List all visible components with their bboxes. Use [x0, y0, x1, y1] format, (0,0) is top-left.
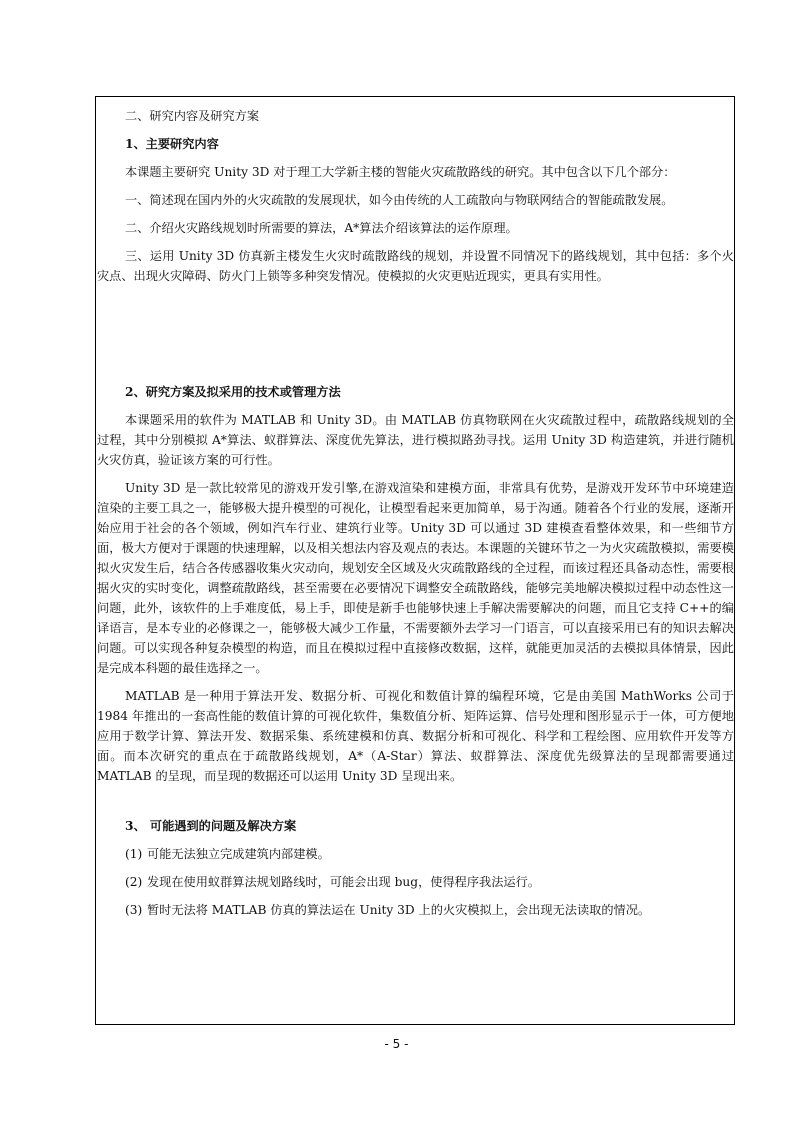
subsection-heading-3: 3、 可能遇到的问题及解决方案 — [125, 819, 297, 833]
paragraph: 本课题采用的软件为 MATLAB 和 Unity 3D。由 MATLAB 仿真物联网在火灾疏散过程中，疏散路线规划的全过程，其中分别模拟 A*算法、蚁群算法、深度优先算法，进行模拟路劲寻找。运用 Unity 3D 构造建筑，并进行随机火灾仿真，验证该方案的可行性。 — [97, 413, 734, 467]
list-text: 暂时无法将 MATLAB 仿真的算法运在 Unity 3D 上的火灾模拟上，会出现无法读取的情况。 — [147, 903, 651, 917]
paragraph: 本课题主要研究 Unity 3D 对于理工大学新主楼的智能火灾疏散路线的研究。其中包含以下几个部分： — [125, 165, 676, 179]
subsection-heading-2: 2、研究方案及拟采用的技术或管理方法 — [125, 385, 341, 399]
section-title: 二、研究内容及研究方案 — [125, 109, 260, 123]
list-text: 发现在使用蚁群算法规划路线时，可能会出现 bug，使得程序我法运行。 — [147, 875, 540, 889]
page-number: - 5 - — [384, 1037, 409, 1051]
paragraph: MATLAB 是一种用于算法开发、数据分析、可视化和数值计算的编程环境，它是由美国 MathWorks 公司于 1984 年推出的一套高性能的数值计算的可视化软件，集数值分析、矩阵运算、信号处理和图形显示于一体，可方便地应用于数学计算、算法开发、数据采集、系统建模和仿真、数据分析和可视化、科学和工程绘图、应用软件开发等方面。而本次研究的重点在于疏散路线规划，A*（A-Star）算法、蚁群算法、深度优先级算法的呈现都需要通过 MATLAB 的呈现，而呈现的数据还可以运用 Unity 3D 呈现出来。 — [97, 689, 734, 783]
paragraph: Unity 3D 是一款比较常见的游戏开发引擎,在游戏渲染和建模方面，非常具有优势，是游戏开发环节中环境建造渲染的主要工具之一，能够极大提升模型的可视化，让模型看起来更加简单，易于沟通。随着各个行业的发展，逐渐开始应用于社会的各个领域，例如汽车行业、建筑行业等。Unity 3D 可以通过 3D 建模查看整体效果，和一些细节方面，极大方便对于课题的快速理解，以及相关想法内容及观点的表达。本课题的关键环节之一为火灾疏散模拟，需要模拟火灾发生后，结合各传感器收集火灾动向，规划安全区域及火灾疏散路线的全过程，而该过程还具备动态性，需要根据火灾的实时变化，调整疏散路线，甚至需要在必要情况下调整安全疏散路线，能够完美地解决模拟过程中动态性这一问题，此外，该软件的上手难度低，易上手，即使是新手也能够快速上手解决需要解决的问题，而且它支持 C++的编译语言，是本专业的必修课之一，能够极大减少工作量，不需要额外去学习一门语言，可以直接采用已有的知识去解决问题。可以实现各种复杂模型的构造，而且在模拟过程中直接修改数据，这样，就能更加灵活的去模拟具体情景，因此是完成本科题的最佳选择之一。 — [97, 481, 734, 675]
list-number: (1) — [125, 847, 143, 861]
list-item — [97, 900, 734, 920]
list-item — [97, 872, 734, 892]
list-number: (2) — [125, 875, 143, 889]
list-item — [97, 844, 734, 864]
list-text: 可能无法独立完成建筑内部建模。 — [147, 847, 330, 861]
document-body — [97, 106, 734, 920]
list-number: (3) — [125, 903, 143, 917]
paragraph: 二、介绍火灾路线规划时所需要的算法，A*算法介绍该算法的运作原理。 — [125, 221, 518, 235]
paragraph: 一、简述现在国内外的火灾疏散的发展现状，如今由传统的人工疏散向与物联网结合的智能疏散发展。 — [125, 193, 674, 207]
paragraph: 三、运用 Unity 3D 仿真新主楼发生火灾时疏散路线的规划，并设置不同情况下的路线规划，其中包括：多个火灾点、出现火灾障碍、防火门上锁等多种突发情况。使模拟的火灾更贴近现实，更具有实用性。 — [97, 249, 734, 283]
subsection-heading-1: 1、主要研究内容 — [125, 137, 219, 151]
